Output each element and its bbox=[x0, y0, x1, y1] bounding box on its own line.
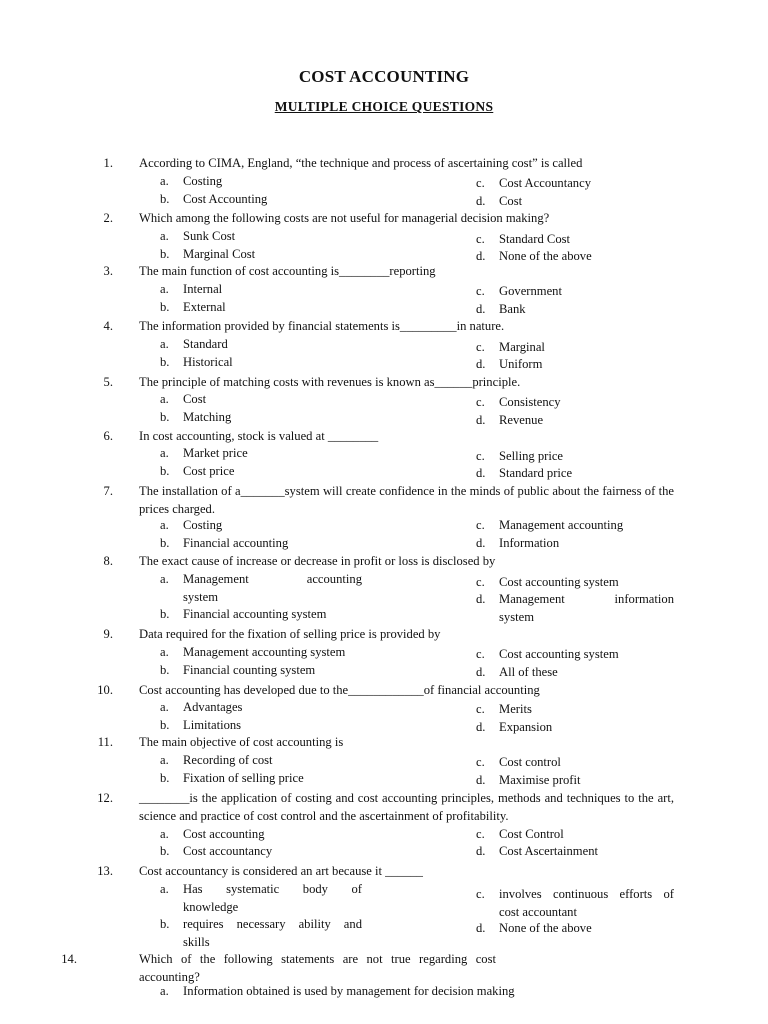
option-c: c. Government bbox=[476, 284, 562, 298]
question-5 bbox=[103, 374, 674, 392]
option-a: a. Costing bbox=[160, 518, 223, 532]
option-a: a. Information obtained is used by management for decision making bbox=[160, 984, 515, 998]
option-a: a. Recording of cost bbox=[160, 753, 273, 767]
question-text: The information provided by financial statements is_________in nature. bbox=[139, 319, 505, 333]
option-b: b. External bbox=[160, 300, 226, 314]
question-2 bbox=[103, 210, 674, 228]
question-3 bbox=[103, 263, 674, 281]
option-b: b. Cost Accounting bbox=[160, 192, 268, 206]
option-a: a. Management accounting system bbox=[160, 645, 346, 659]
question-number: 10. bbox=[97, 683, 113, 697]
question-number: 13. bbox=[97, 864, 113, 878]
question-text: Cost accountancy is considered an art because it ______ bbox=[139, 864, 423, 878]
option-b: b. Marginal Cost bbox=[160, 247, 256, 261]
option-a: a. Market price bbox=[160, 446, 248, 460]
question-14 bbox=[61, 951, 496, 986]
option-c: c. Merits bbox=[476, 702, 532, 716]
question-text: The exact cause of increase or decrease in profit or loss is disclosed by bbox=[139, 554, 496, 568]
question-11 bbox=[97, 734, 674, 752]
option-d: d. Revenue bbox=[476, 413, 544, 427]
question-text: ________is the application of costing and cost accounting principles, methods and techniques to the art, science and practice of cost control and the ascertainment of profitability. bbox=[139, 791, 674, 823]
option-c: c. Cost Accountancy bbox=[476, 176, 591, 190]
question-number: 7. bbox=[103, 484, 113, 498]
question-number: 8. bbox=[103, 554, 113, 568]
option-a: a. Cost accounting bbox=[160, 827, 265, 841]
question-text: According to CIMA, England, “the technique and process of ascertaining cost” is called bbox=[139, 156, 583, 170]
question-text: The installation of a_______system will create confidence in the minds of public about the fairness of the prices charged. bbox=[139, 484, 674, 516]
question-7 bbox=[103, 483, 674, 518]
option-d: d. Management information system bbox=[476, 592, 674, 624]
option-d: d. None of the above bbox=[476, 921, 592, 935]
document-subtitle: MULTIPLE CHOICE QUESTIONS bbox=[274, 99, 494, 114]
option-a: a. Management accounting system bbox=[160, 572, 362, 604]
question-1 bbox=[103, 155, 674, 173]
option-a: a. Standard bbox=[160, 337, 228, 351]
option-a: a. Internal bbox=[160, 282, 223, 296]
question-text: Cost accounting has developed due to the____________of financial accounting bbox=[139, 683, 540, 697]
option-a: a. Costing bbox=[160, 174, 223, 188]
option-c: c. involves continuous efforts of cost accountant bbox=[476, 887, 674, 919]
option-d: d. Cost bbox=[476, 194, 523, 208]
question-number: 9. bbox=[103, 627, 113, 641]
option-b: b. Matching bbox=[160, 410, 232, 424]
option-b: b. Cost price bbox=[160, 464, 235, 478]
option-d: d. Expansion bbox=[476, 720, 553, 734]
question-13 bbox=[97, 863, 674, 881]
option-d: d. Cost Ascertainment bbox=[476, 844, 598, 858]
option-c: c. Consistency bbox=[476, 395, 561, 409]
option-c: c. Cost accounting system bbox=[476, 647, 619, 661]
option-c: c. Cost control bbox=[476, 755, 561, 769]
question-text: The principle of matching costs with revenues is known as______principle. bbox=[139, 375, 521, 389]
question-9 bbox=[103, 626, 674, 644]
question-number: 5. bbox=[103, 375, 113, 389]
question-6 bbox=[103, 428, 674, 446]
option-c: c. Marginal bbox=[476, 340, 545, 354]
option-a: a. Sunk Cost bbox=[160, 229, 236, 243]
question-text: In cost accounting, stock is valued at ________ bbox=[139, 429, 379, 443]
question-number: 3. bbox=[103, 264, 113, 278]
option-d: d. Uniform bbox=[476, 357, 543, 371]
option-d: d. Standard price bbox=[476, 466, 573, 480]
option-b: b. requires necessary ability and skills bbox=[160, 917, 362, 949]
option-a: a. Cost bbox=[160, 392, 207, 406]
question-text: Which among the following costs are not useful for managerial decision making? bbox=[139, 211, 550, 225]
question-text: The main objective of cost accounting is bbox=[139, 735, 344, 749]
option-c: c. Management accounting bbox=[476, 518, 624, 532]
option-c: c. Cost Control bbox=[476, 827, 564, 841]
option-a: a. Has systematic body of knowledge bbox=[160, 882, 362, 914]
option-b: b. Limitations bbox=[160, 718, 242, 732]
option-b: b. Financial counting system bbox=[160, 663, 316, 677]
question-number: 11. bbox=[97, 735, 113, 749]
question-number: 14. bbox=[61, 952, 77, 966]
question-text: Data required for the fixation of selling price is provided by bbox=[139, 627, 441, 641]
option-b: b. Financial accounting system bbox=[160, 607, 327, 621]
option-b: b. Fixation of selling price bbox=[160, 771, 304, 785]
document-title: COST ACCOUNTING bbox=[298, 67, 470, 86]
question-number: 4. bbox=[103, 319, 113, 333]
question-number: 12. bbox=[97, 791, 113, 805]
question-number: 2. bbox=[103, 211, 113, 225]
question-text: Which of the following statements are not true regarding cost accounting? bbox=[139, 952, 496, 984]
option-c: c. Standard Cost bbox=[476, 232, 571, 246]
option-b: b. Cost accountancy bbox=[160, 844, 273, 858]
option-d: d. Maximise profit bbox=[476, 773, 581, 787]
question-10 bbox=[97, 682, 674, 700]
option-c: c. Cost accounting system bbox=[476, 575, 619, 589]
option-b: b. Historical bbox=[160, 355, 233, 369]
question-number: 6. bbox=[103, 429, 113, 443]
option-d: d. None of the above bbox=[476, 249, 592, 263]
option-a: a. Advantages bbox=[160, 700, 243, 714]
option-d: d. Bank bbox=[476, 302, 526, 316]
question-number: 1. bbox=[103, 156, 113, 170]
question-4 bbox=[103, 318, 674, 336]
question-12 bbox=[97, 790, 674, 825]
option-d: d. All of these bbox=[476, 665, 558, 679]
option-c: c. Selling price bbox=[476, 449, 564, 463]
option-d: d. Information bbox=[476, 536, 560, 550]
question-text: The main function of cost accounting is________reporting bbox=[139, 264, 436, 278]
option-b: b. Financial accounting bbox=[160, 536, 289, 550]
question-8 bbox=[103, 553, 674, 571]
